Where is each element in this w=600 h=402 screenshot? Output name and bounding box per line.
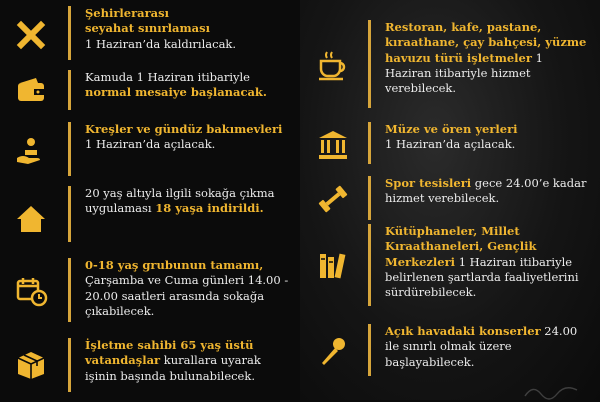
divider-line bbox=[68, 6, 71, 60]
item-text-part: 1 Haziran’da açılacak. bbox=[85, 137, 216, 152]
item-text bbox=[385, 122, 590, 153]
divider-line bbox=[368, 20, 371, 108]
list-item bbox=[300, 20, 600, 110]
item-text-part: Şehirlerarası bbox=[85, 6, 169, 20]
item-text-part: 1 Haziran itibariyle hizmet verebilecek. bbox=[385, 50, 543, 96]
item-text-part: Kütüphaneler, Millet Kıraathaneleri, Gençlik Merkezleri bbox=[385, 224, 537, 269]
item-text-part: 18 yaşa indirildi. bbox=[155, 201, 264, 216]
item-text-part: 1 Haziran itibariyle belirlenen şartlarda faaliyetlerini sürdürebilecek. bbox=[385, 254, 579, 300]
wallet-icon bbox=[12, 72, 50, 110]
list-item bbox=[0, 258, 300, 324]
divider-line bbox=[68, 338, 71, 392]
right-column bbox=[300, 0, 600, 400]
item-text-part: Restoran, kafe, pastane, kıraathane, çay bahçesi, yüzme havuzu türü işletmeler bbox=[385, 20, 587, 65]
item-text bbox=[85, 258, 290, 319]
item-text bbox=[385, 20, 590, 96]
child-care-icon bbox=[12, 132, 50, 170]
calendar-icon bbox=[12, 272, 50, 310]
list-item bbox=[0, 6, 300, 62]
list-item bbox=[300, 224, 600, 308]
list-item bbox=[300, 324, 600, 378]
item-text bbox=[85, 186, 290, 217]
books-icon bbox=[314, 246, 352, 284]
item-text bbox=[85, 6, 290, 52]
item-text-part: Kamuda 1 Haziran itibariyle bbox=[85, 70, 250, 84]
item-text bbox=[85, 122, 290, 153]
dumbbell-icon bbox=[314, 180, 352, 218]
divider-line bbox=[68, 258, 71, 322]
item-text-part: 20 yaş altıyla ilgili sokağa çıkma uygulaması bbox=[85, 186, 275, 216]
item-text bbox=[385, 176, 590, 207]
item-text-part: Spor tesisleri bbox=[385, 176, 472, 190]
divider-line bbox=[68, 70, 71, 110]
house-icon bbox=[12, 200, 50, 238]
item-text-part: normal mesaiye başlanacak. bbox=[85, 85, 267, 100]
item-text bbox=[85, 338, 290, 384]
divider-line bbox=[368, 324, 371, 376]
close-x-icon bbox=[12, 16, 50, 54]
list-item bbox=[300, 176, 600, 222]
item-text-part: Kreşler ve gündüz bakımevleri bbox=[85, 122, 283, 136]
item-text bbox=[385, 224, 590, 300]
divider-line bbox=[368, 176, 371, 220]
item-text-part: 1 Haziran’da açılacak. bbox=[385, 137, 516, 152]
signature-mark bbox=[523, 382, 583, 402]
item-text-part: Açık havadaki konserler bbox=[385, 324, 541, 338]
list-item bbox=[300, 122, 600, 166]
left-column bbox=[0, 0, 300, 400]
item-text-part: seyahat sınırlaması bbox=[85, 21, 210, 36]
list-item bbox=[0, 186, 300, 246]
item-text-part: İşletme sahibi 65 yaş üstü vatandaşlar bbox=[85, 338, 254, 368]
item-text-part: 1 Haziran’da kaldırılacak. bbox=[85, 36, 237, 51]
list-item bbox=[0, 70, 300, 112]
coffee-cup-icon bbox=[314, 46, 352, 84]
item-text-part: 24.00 ile sınırlı olmak üzere başlayabilecek. bbox=[385, 324, 578, 369]
microphone-icon bbox=[314, 332, 352, 370]
item-text-part: Çarşamba ve Cuma günleri 14.00 - 20.00 saatleri arasında sokağa çıkabilecek. bbox=[85, 273, 289, 318]
divider-line bbox=[68, 122, 71, 176]
museum-icon bbox=[314, 126, 352, 164]
list-item bbox=[0, 122, 300, 177]
item-text bbox=[385, 324, 590, 370]
box-icon bbox=[12, 346, 50, 384]
divider-line bbox=[368, 122, 371, 164]
item-text-part: gece 24.00’e kadar hizmet verebilecek. bbox=[385, 176, 587, 206]
item-text-part: Müze ve ören yerleri bbox=[385, 122, 518, 136]
item-text-part: 0-18 yaş grubunun tamamı, bbox=[85, 258, 264, 272]
item-text-part: kurallara uyarak işinin başında bulunabilecek. bbox=[85, 353, 261, 383]
list-item bbox=[0, 338, 300, 394]
item-text bbox=[85, 70, 290, 101]
divider-line bbox=[368, 224, 371, 306]
divider-line bbox=[68, 186, 71, 242]
